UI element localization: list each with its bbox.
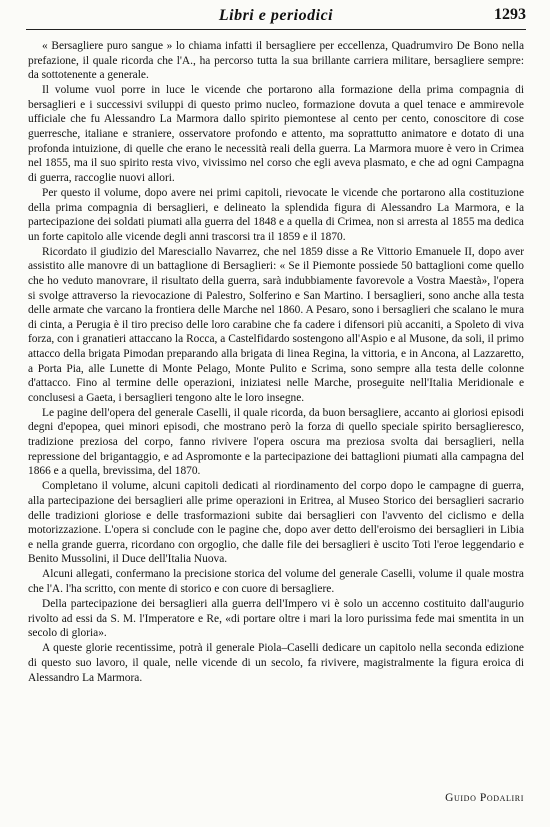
paragraph: A queste glorie recentissime, potrà il generale Piola–Caselli dedicare un capitolo nella seconda edizione di questo suo lavoro, il quale, nelle vicende di un secolo, fa rivivere, magistralmente la figura eroica di Alessandro La Marmora. — [28, 642, 524, 684]
paragraph: Il volume vuol porre in luce le vicende che portarono alla formazione della prima compagnia di bersaglieri e i successivi sviluppi di questo primo nucleo, formazione dovuta a quel tenace e ammirevole ufficiale che fu Alessandro La Marmora dallo spirito piemontese al cento per cento, conoscitore di cose guerresche, italiane e straniere, osservatore profondo e attento, ma soprattutto animatore e dotato di una profonda intuizione, di quelle che erano le necessità reali della guerra. La Marmora muore è vero in Crimea nel 1855, ma il suo spirito resta vivo, vivissimo nel corso che egli aveva plasmato, e che ad ogni Campagna di guerra, raccoglie nuovi allori. — [28, 84, 524, 184]
page-number: 1293 — [494, 6, 526, 23]
article-body — [28, 39, 524, 685]
author-signature: Guido Podaliri — [445, 792, 524, 804]
running-header — [26, 5, 526, 30]
paragraph: Per questo il volume, dopo avere nei primi capitoli, rievocate le vicende che portarono alla costituzione della prima compagnia di bersaglieri, e delineato la splendida figura di Alessandro La Marmora, e la partecipazione dei soldati piumati alla guerra del 1848 e a quella di Crimea, non si arresta al 1855 ma dedica un forte capitolo alle vicende degli anni trascorsi tra il 1859 e il 1870. — [28, 186, 524, 243]
paragraph: Le pagine dell'opera del generale Caselli, il quale ricorda, da buon bersagliere, accanto ai gloriosi episodi degni d'epopea, quei minori episodi, che mostrano però la forza di quello speciale spirito bersaglieresco, tradizione preziosa del corpo, fanno rivivere l'opera oscura ma preziosa svolta dai bersaglieri, nella repressione del brigantaggio, e ad Aspromonte e la partecipazione dei battaglioni piumati alla campagna del 1866 e a quella, brevissima, del 1870. — [28, 406, 524, 478]
paragraph: Completano il volume, alcuni capitoli dedicati al riordinamento del corpo dopo le campagne di guerra, alla partecipazione dei bersaglieri alle prime operazioni in Eritrea, al Museo Storico dei bersaglieri sacrario delle tradizioni gloriose e delle trasformazioni subite dai bersaglieri con l'avvento del ciclismo e della motorizzazione. L'opera si conclude con le pagine che, dopo aver detto dell'eroismo dei bersaglieri in Libia e nella grande guerra, ricordano con orgoglio, che dalle file dei bersaglieri è uscito Toti l'eroe leggendario e Benito Mussolini, il Duce dell'Italia Nuova. — [28, 480, 524, 566]
section-title: Libri e periodici — [218, 7, 334, 24]
paragraph: Alcuni allegati, confermano la precisione storica del volume del generale Caselli, volume il quale mostra che l'A. l'ha scritto, con mente di storico e con cuore di bersagliere. — [28, 568, 524, 595]
paragraph: Ricordato il giudizio del Maresciallo Navarrez, che nel 1859 disse a Re Vittorio Emanuele II, dopo aver assistito alle manovre di un battaglione di Bersaglieri: « Se il Piemonte possiede 50 battaglioni come quello che ho veduto manovrare, il risultato della guerra, sarà indubbiamente favorevole a Vostra Maestà», l'opera si svolge attraverso la rievocazione di Palestro, Solferino e San Martino. I bersaglieri, sono anche alla testa delle armate che varcano la frontiera delle Marche nel 1860. A Pesaro, sono i bersaglieri che scalano le mura di cinta, a Perugia è il tiro preciso delle loro carabine che fa cadere i difensori più accaniti, a Spoleto di viva forza, con i granatieri attaccano la Rocca, a Castelfidardo sostengono all'Aspio e al Musone, da soli, il primo attacco della brigata Pimodan preparando alla brigata di linea Regina, la vittoria, e in Ancona, al Lazzaretto, a Porta Pia, alle Lunette di Monte Pelago, Monte Pulito e Scrima, sono sempre alla testa delle colonne d'attacco. Fino al termine delle operazioni, iniziatesi nelle Marche, proseguite nell'Italia Meridionale e conclusesi a Gaeta, i bersaglieri tengono alte le loro insegne. — [28, 245, 524, 404]
paragraph: « Bersagliere puro sangue » lo chiama infatti il bersagliere per eccellenza, Quadrumviro De Bono nella prefazione, il quale ricorda che l'A., ha percorso tutta la sua brillante carriera militare, bersagliere sempre: da sottotenente a generale. — [28, 40, 524, 82]
paragraph: Della partecipazione dei bersaglieri alla guerra dell'Impero vi è solo un accenno costituito dall'augurio rivolto ad essi da S. M. l'Imperatore e Re, «di portare oltre i mari la loro purissima fede mai smentita in un secolo di gloria». — [28, 598, 524, 640]
